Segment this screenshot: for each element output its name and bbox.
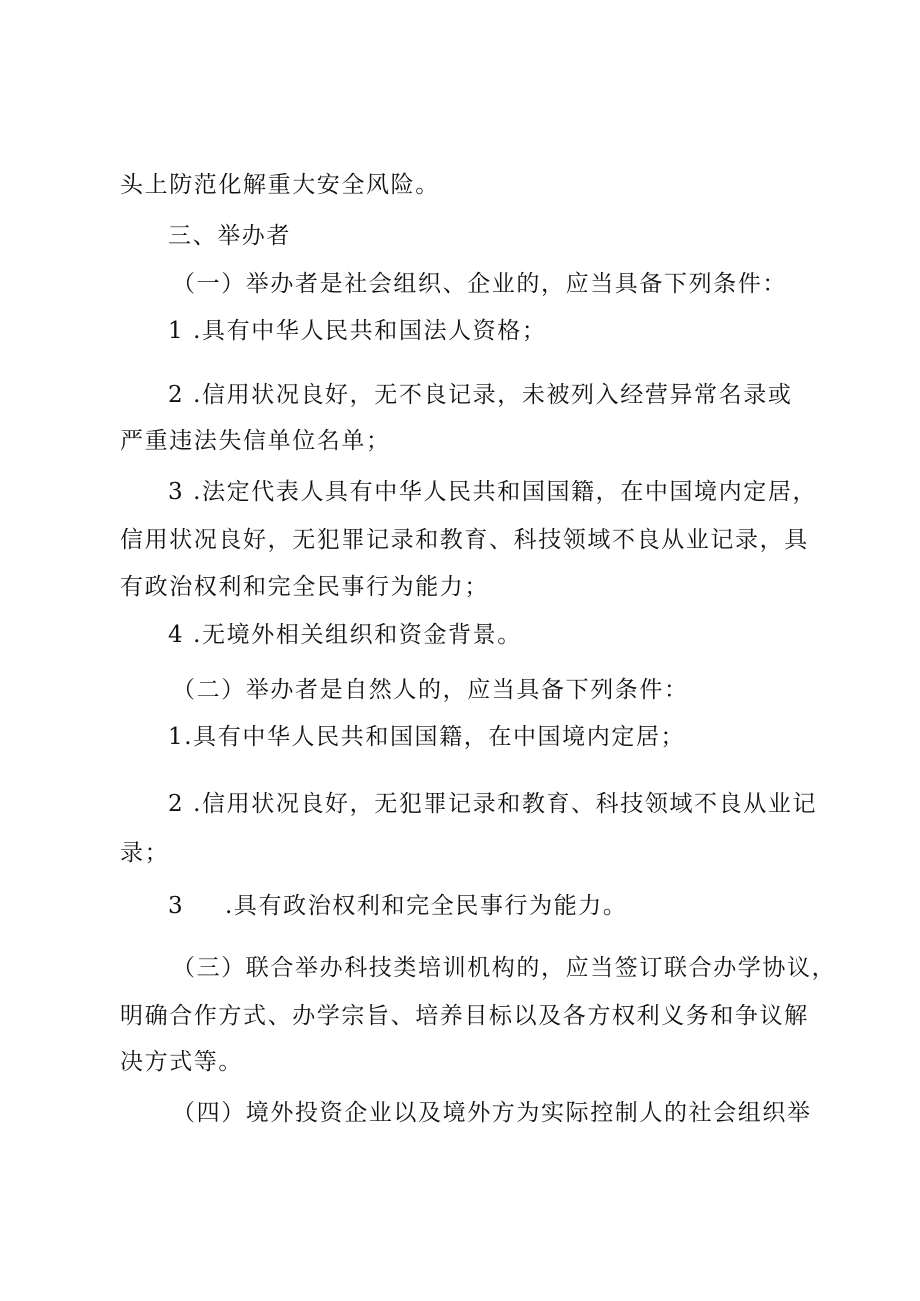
paragraph-continuation-line: 头上防范化解重大安全风险。: [120, 172, 440, 198]
org-requirement-item-1: 1 .具有中华人民共和国法人资格；: [168, 318, 547, 344]
org-requirement-item-3-line-1: 3 .法定代表人具有中华人民共和国国籍，在中国境内定居，: [168, 479, 818, 505]
joint-operation-line-1: （三）联合举办科技类培训机构的，应当签订联合办学协议，: [172, 955, 837, 981]
org-requirement-item-2-line-2: 严重违法失信单位名单；: [120, 428, 391, 454]
org-requirement-item-3-line-2: 信用状况良好，无犯罪记录和教育、科技领域不良从业记录，具: [120, 527, 809, 553]
person-requirement-item-2-line-2: 录；: [120, 840, 170, 866]
person-requirement-item-3-number: 3: [168, 893, 185, 919]
joint-operation-line-3: 决方式等。: [120, 1049, 243, 1075]
org-requirement-item-3-line-3: 有政治权利和完全民事行为能力；: [120, 574, 489, 600]
org-requirement-item-4: 4 .无境外相关组织和资金背景。: [168, 622, 522, 648]
person-requirement-item-2-line-1: 2 .信用状况良好，无犯罪记录和教育、科技领域不良从业记: [168, 791, 818, 817]
org-requirement-item-2-line-1: 2 .信用状况良好，无不良记录，未被列入经营异常名录或: [168, 382, 793, 408]
person-requirement-item-3-text: .具有政治权利和完全民事行为能力。: [225, 893, 628, 919]
org-requirements-heading: （一）举办者是社会组织、企业的，应当具备下列条件：: [172, 271, 787, 297]
foreign-investment-line-1: （四）境外投资企业以及境外方为实际控制人的社会组织举: [172, 1100, 812, 1126]
person-requirements-heading: （二）举办者是自然人的，应当具备下列条件：: [172, 677, 689, 703]
person-requirement-item-1: 1.具有中华人民共和国国籍，在中国境内定居；: [168, 724, 686, 750]
joint-operation-line-2: 明确合作方式、办学宗旨、培养目标以及各方权利义务和争议解: [120, 1003, 809, 1029]
section-title: 三、举办者: [168, 223, 291, 249]
